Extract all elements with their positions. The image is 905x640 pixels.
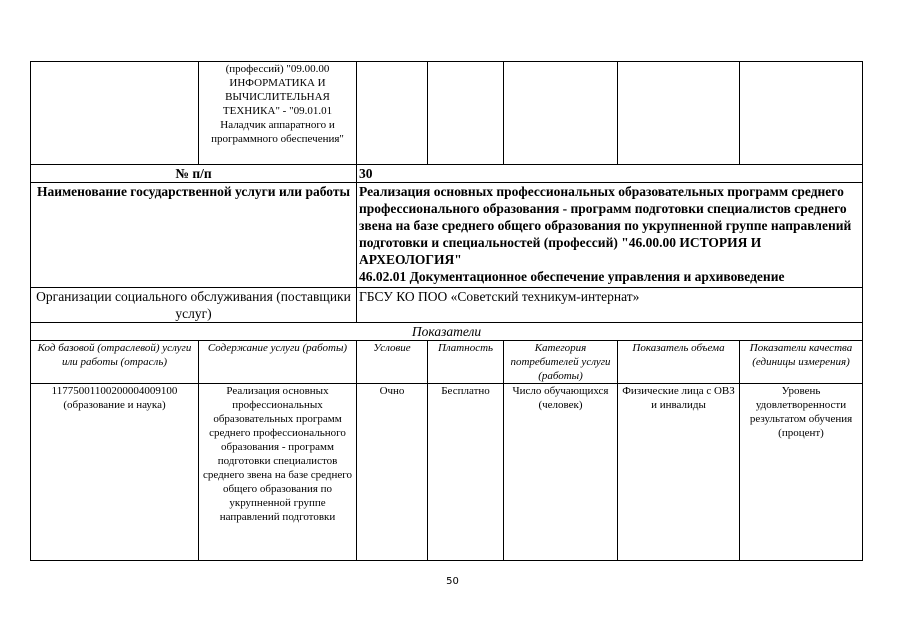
page-number: 50 bbox=[446, 576, 459, 587]
column-header: Показатели качества (единицы измерения) bbox=[740, 341, 863, 384]
service-name-label: Наименование государственной услуги или работы bbox=[31, 183, 357, 288]
indicators-title-row bbox=[31, 323, 863, 341]
condition-cell: Очно bbox=[357, 384, 428, 561]
content-cell: Реализация основных профессиональных образовательных программ среднего профессионального образования - программ подготовки специалистов среднего звена на базе среднего общего образования по укрупненной группе направлений подготовки bbox=[199, 384, 357, 561]
table-row bbox=[31, 384, 863, 561]
providers-row bbox=[31, 288, 863, 323]
continuation-content-cell: (профессий) "09.00.00 ИНФОРМАТИКА И ВЫЧИСЛИТЕЛЬНАЯ ТЕХНИКА" - "09.01.01 Наладчик аппаратного и программного обеспечения" bbox=[199, 62, 357, 165]
services-table bbox=[30, 61, 863, 561]
number-label: № п/п bbox=[31, 165, 357, 183]
payment-cell: Бесплатно bbox=[428, 384, 504, 561]
number-value: 30 bbox=[357, 165, 863, 183]
continuation-empty-cell bbox=[618, 62, 740, 165]
column-header: Условие bbox=[357, 341, 428, 384]
volume-cell: Физические лица с ОВЗ и инвалиды bbox=[618, 384, 740, 561]
continuation-empty-cell bbox=[504, 62, 618, 165]
continuation-row bbox=[31, 62, 863, 165]
column-header: Категория потребителей услуги (работы) bbox=[504, 341, 618, 384]
service-name-value: Реализация основных профессиональных образовательных программ среднего профессионального образования - программ подготовки специалистов среднего звена на базе среднего общего образования по укрупненной группе направлений подготовки и специальностей (профессий) "46.00.00 ИСТОРИЯ И АРХЕОЛОГИЯ" 46.02.01 Документационное обеспечение управления и архивоведение bbox=[357, 183, 863, 288]
column-header: Платность bbox=[428, 341, 504, 384]
providers-value: ГБСУ КО ПОО «Советский техникум-интернат» bbox=[357, 288, 863, 323]
column-header: Показатель объема bbox=[618, 341, 740, 384]
quality-cell: Уровень удовлетворенности результатом обучения (процент) bbox=[740, 384, 863, 561]
service-name-row bbox=[31, 183, 863, 288]
continuation-empty-cell bbox=[428, 62, 504, 165]
number-row bbox=[31, 165, 863, 183]
column-header: Код базовой (отраслевой) услуги или работы (отрасль) bbox=[31, 341, 199, 384]
continuation-empty-cell bbox=[31, 62, 199, 165]
providers-label: Организации социального обслуживания (поставщики услуг) bbox=[31, 288, 357, 323]
indicators-title: Показатели bbox=[31, 323, 863, 341]
category-cell: Число обучающихся (человек) bbox=[504, 384, 618, 561]
continuation-empty-cell bbox=[740, 62, 863, 165]
column-header: Содержание услуги (работы) bbox=[199, 341, 357, 384]
code-cell: 11775001100200004009100 (образование и наука) bbox=[31, 384, 199, 561]
column-header-row bbox=[31, 341, 863, 384]
continuation-empty-cell bbox=[357, 62, 428, 165]
